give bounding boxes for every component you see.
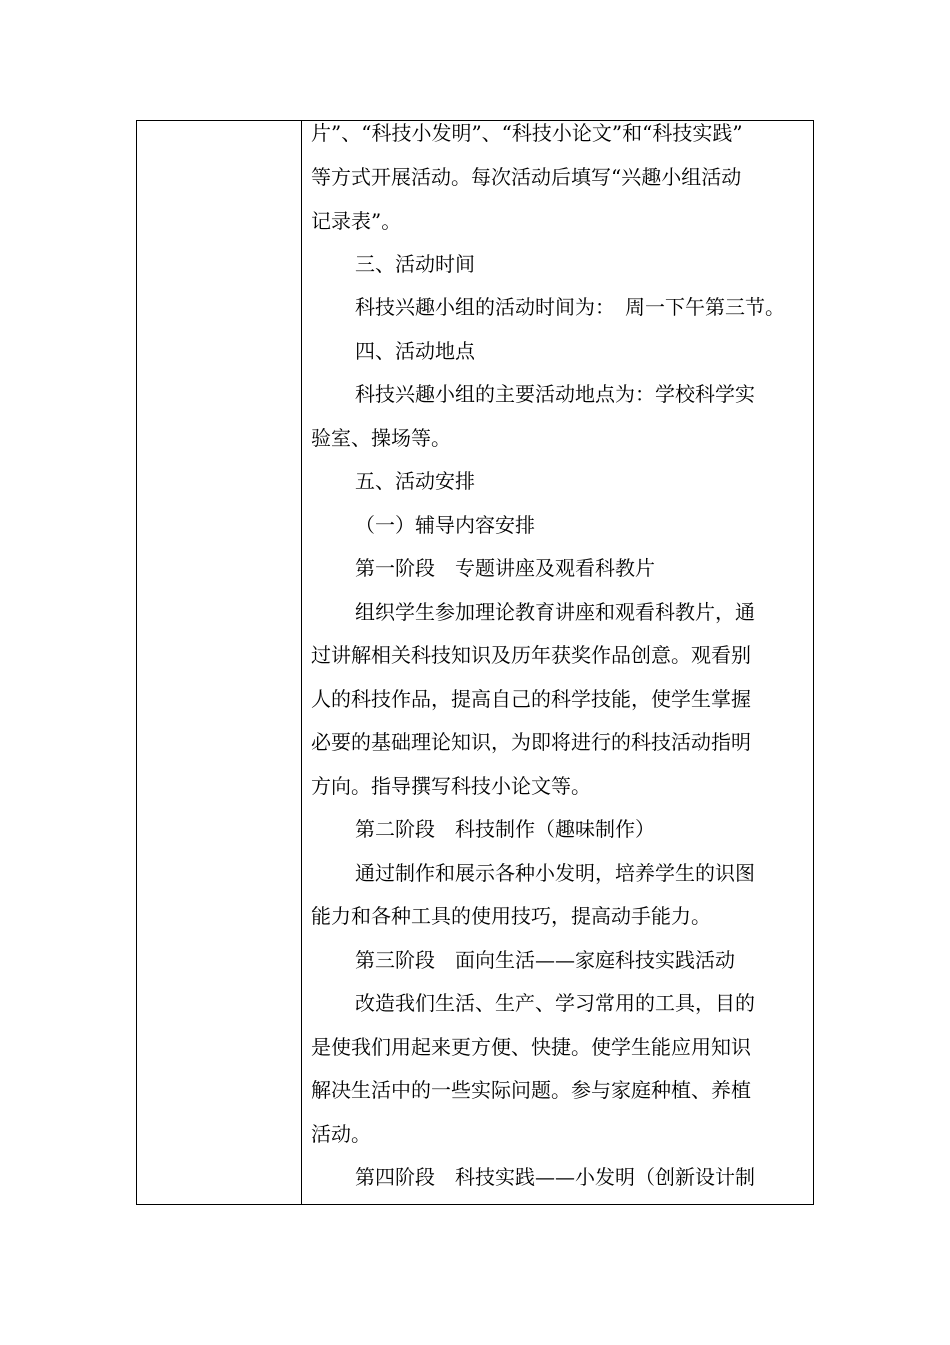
text-line-15: 必要的基础理论知识，为即将进行的科技活动指明 xyxy=(311,730,751,754)
content-table xyxy=(136,120,814,1205)
text-line-7: 科技兴趣小组的主要活动地点为：学校科学实 xyxy=(355,382,755,406)
text-line-14: 人的科技作品，提高自己的科学技能，使学生掌握 xyxy=(311,687,751,711)
text-line-18: 通过制作和展示各种小发明，培养学生的识图 xyxy=(355,861,755,885)
text-line-22: 是使我们用起来更方便、快捷。使学生能应用知识 xyxy=(311,1035,751,1059)
text-line-19: 能力和各种工具的使用技巧，提高动手能力。 xyxy=(311,904,711,928)
text-line-24: 活动。 xyxy=(311,1122,371,1146)
stage-2-heading: 第二阶段 科技制作（趣味制作） xyxy=(355,817,655,841)
text-line-1: 片”、“科技小发明”、“科技小论文”和“科技实践” xyxy=(311,121,743,145)
table-right-column xyxy=(303,121,813,1204)
text-line-21: 改造我们生活、生产、学习常用的工具，目的 xyxy=(355,991,755,1015)
text-line-13: 过讲解相关科技知识及历年获奖作品创意。观看别 xyxy=(311,643,751,667)
text-line-23: 解决生活中的一些实际问题。参与家庭种植、养植 xyxy=(311,1078,751,1102)
text-line-8: 验室、操场等。 xyxy=(311,426,451,450)
text-line-12: 组织学生参加理论教育讲座和观看科教片，通 xyxy=(355,600,755,624)
table-left-column xyxy=(137,121,302,1204)
section-heading-time: 三、活动时间 xyxy=(355,252,475,276)
text-line-16: 方向。指导撰写科技小论文等。 xyxy=(311,774,591,798)
stage-1-heading: 第一阶段 专题讲座及观看科教片 xyxy=(355,556,655,580)
stage-4-heading: 第四阶段 科技实践——小发明（创新设计制 xyxy=(355,1165,755,1189)
stage-3-heading: 第三阶段 面向生活——家庭科技实践活动 xyxy=(355,948,735,972)
section-heading-arrangement: 五、活动安排 xyxy=(355,469,475,493)
text-line-3: 记录表”。 xyxy=(311,209,402,233)
section-heading-location: 四、活动地点 xyxy=(355,339,475,363)
text-line-2: 等方式开展活动。每次活动后填写“兴趣小组活动 xyxy=(311,165,742,189)
subsection-heading: （一）辅导内容安排 xyxy=(355,513,535,537)
text-line-5: 科技兴趣小组的活动时间为： 周一下午第三节。 xyxy=(355,295,785,319)
